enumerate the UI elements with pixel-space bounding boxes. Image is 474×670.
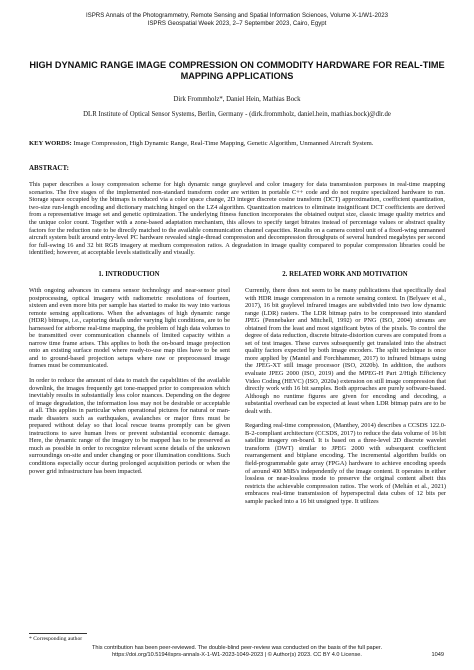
keywords xyxy=(29,140,447,148)
footnote-corresponding-author: * Corresponding author xyxy=(29,636,83,642)
author-list: Dirk Frommholz*, Daniel Hein, Mathias Bock xyxy=(173,96,301,103)
footer-doi-license[interactable]: https://doi.org/10.5194/isprs-annals-X-1-W1-2023-1049-2023 | © Author(s) 2023. CC BY 4.0 License. xyxy=(112,652,362,658)
paper-title: HIGH DYNAMIC RANGE IMAGE COMPRESSION ON COMMODITY HARDWARE FOR REAL-TIME MAPPING APPLICATIONS xyxy=(29,60,445,81)
related-paragraph-1: Currently, there does not seem to be many publications that specifically deal with HDR image compression in a remote sensing context. In (Belyaev et al., 2017), 16 bit graylevel infrared images are subdivided into two low dynamic range (LDR) rasters. The LDR bitmap pairs to be compressed into standard JPEG (Pennebaker and Mitchell, 1992) or PNG (ISO, 2004) streams are obtained from the least and most significant bytes of the pixels. To control the degree of data reduction, discrete bitrate-distortion curves are computed from a set of test images. These curves subsequently get translated into the abstract quality factors expected by both image encoders. The split technique is once more applied by (Mantel and Forchhammer, 2017) to infrared bitmaps using the JPEG-XT still image processor (ISO, 2020b). In addition, the authors evaluate JPEG 2000 (ISO, 2019) and the MPEG-H Part 2/High Efficiency Video Coding (HEVC) (ISO, 2020a) extension on still image compression that directly work with 16 bit samples. Both approaches are purely software-based. Although no runtime figures are given for encoding and decoding, a substantial overhead can be expected at least when LDR bitmap pairs are to be dealt with. xyxy=(245,287,446,415)
section-heading-related-work: 2. RELATED WORK AND MOTIVATION xyxy=(282,271,408,278)
affiliation: DLR Institute of Optical Sensor Systems, Berlin, Germany - (dirk.frommholz, daniel.hein, mathias.bock)@dlr.de xyxy=(83,111,391,118)
abstract-text: This paper describes a lossy compression scheme for high dynamic range graylevel and color imagery for data transmission purposes in real-time mapping scenarios. The five stages of the implemented non-standard transform coder are written in portable C++ code and do not require specialized hardware to run. Storage space occupied by the bitmaps is reduced via a color space change, 2D integer discrete cosine transform (DCT) approximation, coefficient quantization, two-size run-length encoding and dictionary matching hinged on the LZ4 algorithm. Quantization matrices to eliminate insignificant DCT coefficients are derived from a representative image set and genetic optimization. The underlying fitness function incorporates the obtained output size, classic image quality metrics and the unique color count. Together with a zone-based adaptation mechanism, this allows to specify target bitrates instead of percentage values or abstract quality factors for the reduction rate to be directly matched to the available communication channel capacities. Results on a camera control unit of a fixed-wing unmanned aircraft system built around entry-level PC hardware revealed single-thread compression and decompression throughputs of several hundred megabytes per second for full-swing 16 and 32 bit RGB imagery at medium compression ratios. A degradation in image quality compared to popular compression libraries could be identified; however, at acceptable levels statistically and visually. xyxy=(29,181,445,257)
footnote-divider xyxy=(29,633,87,634)
journal-header-line2: ISPRS Geospatial Week 2023, 2–7 September 2023, Cairo, Egypt xyxy=(147,20,327,27)
abstract-heading: ABSTRACT: xyxy=(29,164,69,172)
section-heading-introduction: 1. INTRODUCTION xyxy=(98,271,160,278)
intro-paragraph-1: With ongoing advances in camera sensor technology and near-sensor pixel postprocessing, optical imagery with radiometric resolutions of fourteen, sixteen and even more bits per sample has started to make its way into various remote sensing applications. When the advantages of high dynamic range (HDR) bitmaps, i.e., capturing details under varying light conditions, are to be harnessed for airborne real-time mapping, the problem of high data volumes to be transmitted over communication channels of limited capacity within a narrow time frame arises. This applies to both the on-board image projection onto an existing surface model where ready-to-use map tiles have to be sent and to ground-based projection setups where raw or preprocessed image frames must be communicated. xyxy=(29,287,230,370)
related-paragraph-2: Regarding real-time compression, (Manthey, 2014) describes a CCSDS 122.0-B-2-compliant architecture (CCSDS, 2017) to reduce the data volume of 16 bit satellite imagery on-board. It is based on a three-level 2D discrete wavelet transform (DWT) similar to JPEG 2000 with subsequent coefficient rearrangement and bitplane encoding. The incremental algorithm builds on field-programmable gate array (FPGA) hardware to achieve encoding speeds of around 400 MiB/s independently of the image content. It operates in either lossless or near-lossless mode to preserve the original content albeit this restricts the achievable compression ratios. The work of (Melián et al., 2021) embraces real-time transmission of hyperspectral data cubes of 12 bits per sample packed into a 16 bit unsigned type. It utilizes xyxy=(245,422,446,505)
journal-header-line1: ISPRS Annals of the Photogrammetry, Remote Sensing and Spatial Information Sciences, Volume X-1/W1-2023 xyxy=(85,12,389,19)
keywords-text: Image Compression, High Dynamic Range, Real-Time Mapping, Genetic Algorithm, Unmanned Aircraft System. xyxy=(73,140,374,147)
right-column xyxy=(245,287,446,512)
intro-paragraph-2: In order to reduce the amount of data to match the capabilities of the available downlink, the images frequently get tone-mapped prior to compression which inevitably results in substantially less color nuances. Depending on the degree of image degradation, the information loss may not be desirable or acceptable at all. This applies in particular when operational pictures for natural or man-made disasters such as earthquakes, avalanches or major fires must be prepared without delay so that local rescue teams promptly can be given instructions to save human lives or prevent substantial economic damage. Here, the dynamic range of the imagery to be mapped has to be preserved as much as possible in order to recognize relevant scene details of the unknown surroundings on-site and under changing or poor illumination conditions. Such conditions especially occur during prolonged acquisition periods or when the power grid infrastructure has been impacted. xyxy=(29,377,230,475)
left-column xyxy=(29,287,230,482)
page-number: 1049 xyxy=(431,652,444,658)
footer-review-note: This contribution has been peer-reviewed. The double-blind peer-review was conducted on the basis of the full paper. xyxy=(91,645,382,651)
keywords-label: KEY WORDS: xyxy=(29,140,72,147)
